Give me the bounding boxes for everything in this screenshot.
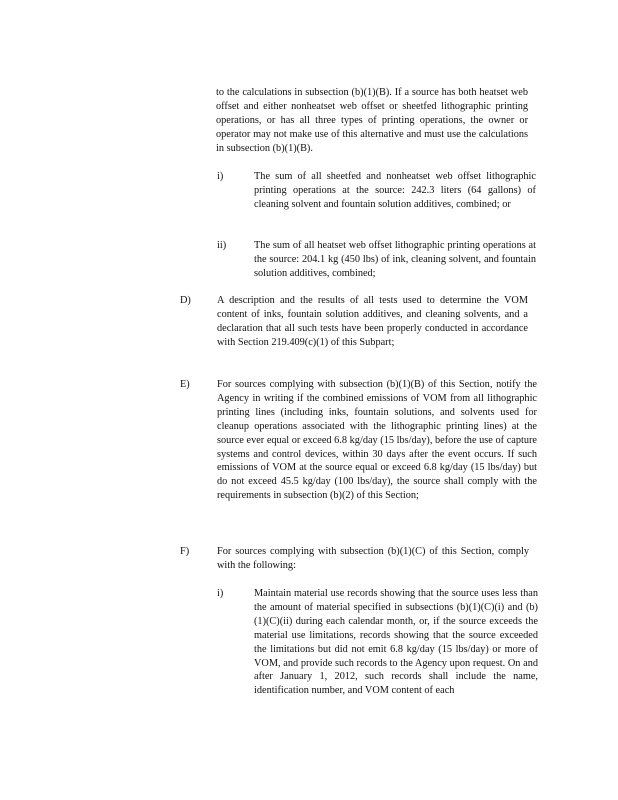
- item-label-d: D): [180, 295, 191, 306]
- sub-item-label: ii): [217, 240, 227, 251]
- item-text-e: For sources complying with subsection (b)(1)(B) of this Section, notify the Agency in writing if the combined emissions of VOM from all lithographic printing lines (including inks, fountain solutions, and solvents used for cleanup operations associated with the lithographic printing lines) at the source ever equal or exceed 6.8 kg/day (15 lbs/day), before the use of capture systems and control devices, within 30 days after the event occurs. If such emissions of VOM at the source equal or exceed 6.8 kg/day (15 lbs/day) but do not exceed 45.5 kg/day (100 lbs/day), the source shall comply with the requirements in subsection (b)(2) of this Section;: [217, 379, 537, 502]
- sub-item-text: The sum of all sheetfed and nonheatset web offset lithographic printing operations at the source: 242.3 liters (64 gallons) of cleaning solvent and fountain solution additives, combined; or: [254, 171, 536, 210]
- sub-item-text: The sum of all heatset web offset lithographic printing operations at the source: 204.1 kg (450 lbs) of ink, cleaning solvent, and fountain solution additives, combined;: [254, 240, 536, 279]
- item-label-f: F): [180, 546, 190, 557]
- sub-item-text: Maintain material use records showing that the source uses less than the amount of material specified in subsections (b)(1)(C)(i) and (b)(1)(C)(ii) during each calendar month, or, if the source exceeds the material use limitations, records showing that the source exceeded the limitations but did not emit 6.8 kg/day (15 lbs/day) or more of VOM, and provide such records to the Agency upon request. On and after January 1, 2012, such records shall include the name, identification number, and VOM content of each: [254, 588, 538, 697]
- item-text-f: For sources complying with subsection (b)(1)(C) of this Section, comply with the following:: [217, 546, 529, 571]
- item-label-e: E): [180, 379, 190, 390]
- continuation-paragraph: to the calculations in subsection (b)(1)(B). If a source has both heatset web offset and either nonheatset web offset or sheetfed lithographic printing operations, or has all three types of printing operations, the owner or operator may not make use of this alternative and must use the calculations in subsection (b)(1)(B).: [216, 87, 528, 154]
- item-text-d: A description and the results of all tests used to determine the VOM content of inks, fountain solution additives, and cleaning solvents, and a declaration that all such tests have been properly conducted in accordance with Section 219.409(c)(1) of this Subpart;: [217, 295, 528, 348]
- sub-item-label: i): [217, 588, 224, 599]
- sub-item-label: i): [217, 171, 224, 182]
